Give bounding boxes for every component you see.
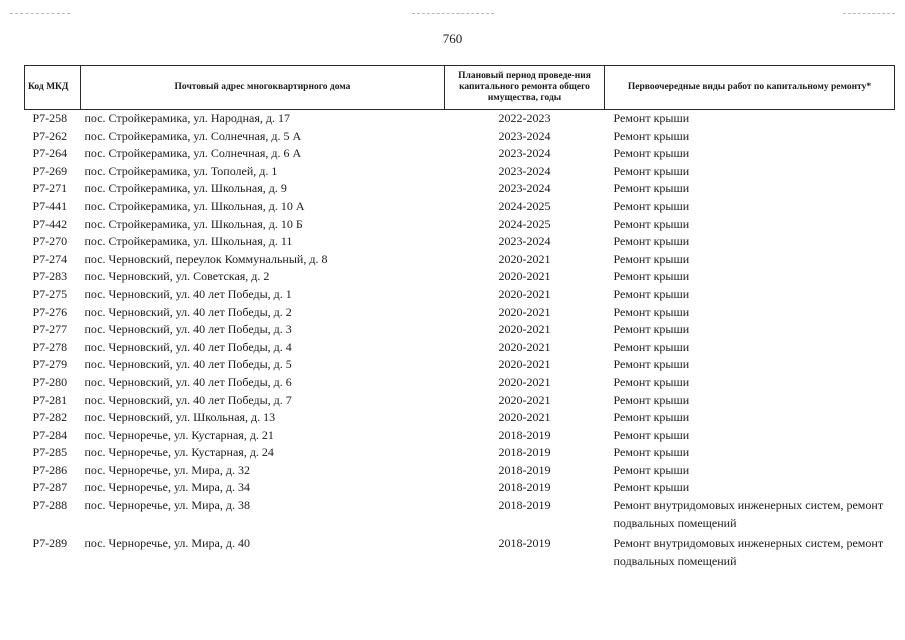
code-cell: Р7-285 (32, 445, 68, 460)
table-row (25, 198, 895, 216)
table-header-row (25, 66, 895, 110)
table-row (25, 251, 895, 269)
period-cell: 2018-2019 (498, 462, 551, 477)
address-cell: пос. Черноречье, ул. Кустарная, д. 21 (84, 427, 274, 442)
code-cell: Р7-264 (32, 146, 68, 161)
table-row (25, 374, 895, 392)
period-cell: 2018-2019 (498, 498, 551, 513)
address-cell: пос. Черновский, ул. 40 лет Победы, д. 2 (84, 304, 292, 319)
table-row (25, 268, 895, 286)
address-cell: пос. Стройкерамика, ул. Солнечная, д. 5 А (84, 128, 302, 143)
period-cell: 2020-2021 (498, 269, 551, 284)
works-cell: Ремонт крыши (613, 269, 690, 284)
works-cell: Ремонт крыши (613, 392, 690, 407)
code-cell: Р7-281 (32, 392, 68, 407)
table-row (25, 321, 895, 339)
address-cell: пос. Черновский, ул. 40 лет Победы, д. 4 (84, 339, 292, 354)
code-cell: Р7-287 (32, 480, 68, 495)
code-cell: Р7-270 (32, 234, 68, 249)
period-cell: 2024-2025 (498, 198, 551, 213)
works-cell: Ремонт крыши (613, 462, 690, 477)
table-row (25, 479, 895, 497)
address-cell: пос. Стройкерамика, ул. Школьная, д. 10 Б (84, 216, 303, 231)
header-address: Почтовый адрес многоквартирного дома (81, 66, 445, 110)
code-cell: Р7-275 (32, 286, 68, 301)
works-cell: Ремонт внутридомовых инженерных систем, ремонт подвальных помещений (613, 498, 884, 530)
table-body (25, 110, 895, 571)
address-cell: пос. Черноречье, ул. Кустарная, д. 24 (84, 445, 274, 460)
works-cell: Ремонт крыши (613, 339, 690, 354)
period-cell: 2018-2019 (498, 480, 551, 495)
period-cell: 2020-2021 (498, 251, 551, 266)
address-cell: пос. Черновский, ул. 40 лет Победы, д. 1 (84, 286, 292, 301)
address-cell: пос. Черновский, ул. 40 лет Победы, д. 7 (84, 392, 292, 407)
period-cell: 2023-2024 (498, 234, 551, 249)
period-cell: 2020-2021 (498, 374, 551, 389)
works-cell: Ремонт крыши (613, 427, 690, 442)
works-cell: Ремонт крыши (613, 198, 690, 213)
address-cell: пос. Черновский, ул. 40 лет Победы, д. 3 (84, 322, 292, 337)
code-cell: Р7-441 (32, 198, 68, 213)
works-cell: Ремонт крыши (613, 216, 690, 231)
code-cell: Р7-258 (32, 111, 68, 125)
code-cell: Р7-262 (32, 128, 68, 143)
code-cell: Р7-279 (32, 357, 68, 372)
code-cell: Р7-277 (32, 322, 68, 337)
table-row (25, 444, 895, 462)
code-cell: Р7-289 (32, 536, 68, 551)
period-cell: 2023-2024 (498, 181, 551, 196)
page-number: 760 (442, 31, 463, 46)
code-cell: Р7-271 (32, 181, 68, 196)
code-cell: Р7-283 (32, 269, 68, 284)
works-cell: Ремонт крыши (613, 304, 690, 319)
top-rule-right (843, 13, 895, 14)
period-cell: 2020-2021 (498, 286, 551, 301)
code-cell: Р7-274 (32, 251, 68, 266)
period-cell: 2020-2021 (498, 410, 551, 425)
period-cell: 2024-2025 (498, 216, 551, 231)
period-cell: 2020-2021 (498, 392, 551, 407)
works-cell: Ремонт крыши (613, 234, 690, 249)
period-cell: 2022-2023 (498, 111, 551, 125)
period-cell: 2018-2019 (498, 445, 551, 460)
table-row (25, 233, 895, 251)
table-row (25, 532, 895, 570)
period-cell: 2023-2024 (498, 128, 551, 143)
period-cell: 2023-2024 (498, 163, 551, 178)
works-cell: Ремонт крыши (613, 163, 690, 178)
address-cell: пос. Черноречье, ул. Мира, д. 34 (84, 480, 250, 495)
works-cell: Ремонт крыши (613, 374, 690, 389)
works-cell: Ремонт крыши (613, 128, 690, 143)
address-cell: пос. Черновский, ул. 40 лет Победы, д. 5 (84, 357, 292, 372)
table-row (25, 286, 895, 304)
works-cell: Ремонт крыши (613, 146, 690, 161)
code-cell: Р7-284 (32, 427, 68, 442)
works-cell: Ремонт крыши (613, 357, 690, 372)
works-cell: Ремонт крыши (613, 445, 690, 460)
table-row (25, 128, 895, 146)
works-cell: Ремонт внутридомовых инженерных систем, ремонт подвальных помещений (613, 536, 884, 568)
period-cell: 2020-2021 (498, 322, 551, 337)
code-cell: Р7-282 (32, 410, 68, 425)
address-cell: пос. Черновский, ул. 40 лет Победы, д. 6 (84, 374, 292, 389)
table-row (25, 163, 895, 181)
address-cell: пос. Черноречье, ул. Мира, д. 32 (84, 462, 250, 477)
address-cell: пос. Черноречье, ул. Мира, д. 40 (84, 536, 250, 551)
address-cell: пос. Стройкерамика, ул. Школьная, д. 11 (84, 234, 293, 249)
code-cell: Р7-280 (32, 374, 68, 389)
address-cell: пос. Черновский, ул. Советская, д. 2 (84, 269, 270, 284)
period-cell: 2020-2021 (498, 339, 551, 354)
works-cell: Ремонт крыши (613, 322, 690, 337)
header-code: Код МКД (25, 66, 81, 110)
table-row (25, 145, 895, 163)
code-cell: Р7-288 (32, 498, 68, 513)
table-row (25, 409, 895, 427)
period-cell: 2020-2021 (498, 357, 551, 372)
table-row (25, 462, 895, 480)
works-cell: Ремонт крыши (613, 410, 690, 425)
period-cell: 2023-2024 (498, 146, 551, 161)
address-cell: пос. Стройкерамика, ул. Школьная, д. 10 А (84, 198, 305, 213)
table-row (25, 216, 895, 234)
address-cell: пос. Стройкерамика, ул. Солнечная, д. 6 А (84, 146, 302, 161)
code-cell: Р7-278 (32, 339, 68, 354)
top-rule-center (412, 13, 494, 14)
table-row (25, 180, 895, 198)
address-cell: пос. Стройкерамика, ул. Школьная, д. 9 (84, 181, 287, 196)
table-row (25, 392, 895, 410)
code-cell: Р7-442 (32, 216, 68, 231)
works-cell: Ремонт крыши (613, 286, 690, 301)
header-works: Первоочередные виды работ по капитальному ремонту* (605, 66, 895, 110)
works-cell: Ремонт крыши (613, 480, 690, 495)
address-cell: пос. Стройкерамика, ул. Тополей, д. 1 (84, 163, 278, 178)
repair-schedule-table (24, 65, 895, 570)
table-row (25, 304, 895, 322)
works-cell: Ремонт крыши (613, 251, 690, 266)
code-cell: Р7-286 (32, 462, 68, 477)
works-cell: Ремонт крыши (613, 111, 690, 125)
code-cell: Р7-276 (32, 304, 68, 319)
table-row (25, 356, 895, 374)
period-cell: 2020-2021 (498, 304, 551, 319)
period-cell: 2018-2019 (498, 536, 551, 551)
header-period: Плановый период проведе-ния капитального ремонта общего имущества, годы (445, 66, 605, 110)
table-row (25, 497, 895, 532)
code-cell: Р7-269 (32, 163, 68, 178)
address-cell: пос. Черновский, ул. Школьная, д. 13 (84, 410, 276, 425)
top-rule-left (10, 13, 70, 14)
works-cell: Ремонт крыши (613, 181, 690, 196)
address-cell: пос. Черноречье, ул. Мира, д. 38 (84, 498, 250, 513)
table-row (25, 110, 895, 128)
address-cell: пос. Черновский, переулок Коммунальный, д. 8 (84, 251, 328, 266)
address-cell: пос. Стройкерамика, ул. Народная, д. 17 (84, 111, 290, 125)
table-row (25, 427, 895, 445)
table-row (25, 339, 895, 357)
period-cell: 2018-2019 (498, 427, 551, 442)
